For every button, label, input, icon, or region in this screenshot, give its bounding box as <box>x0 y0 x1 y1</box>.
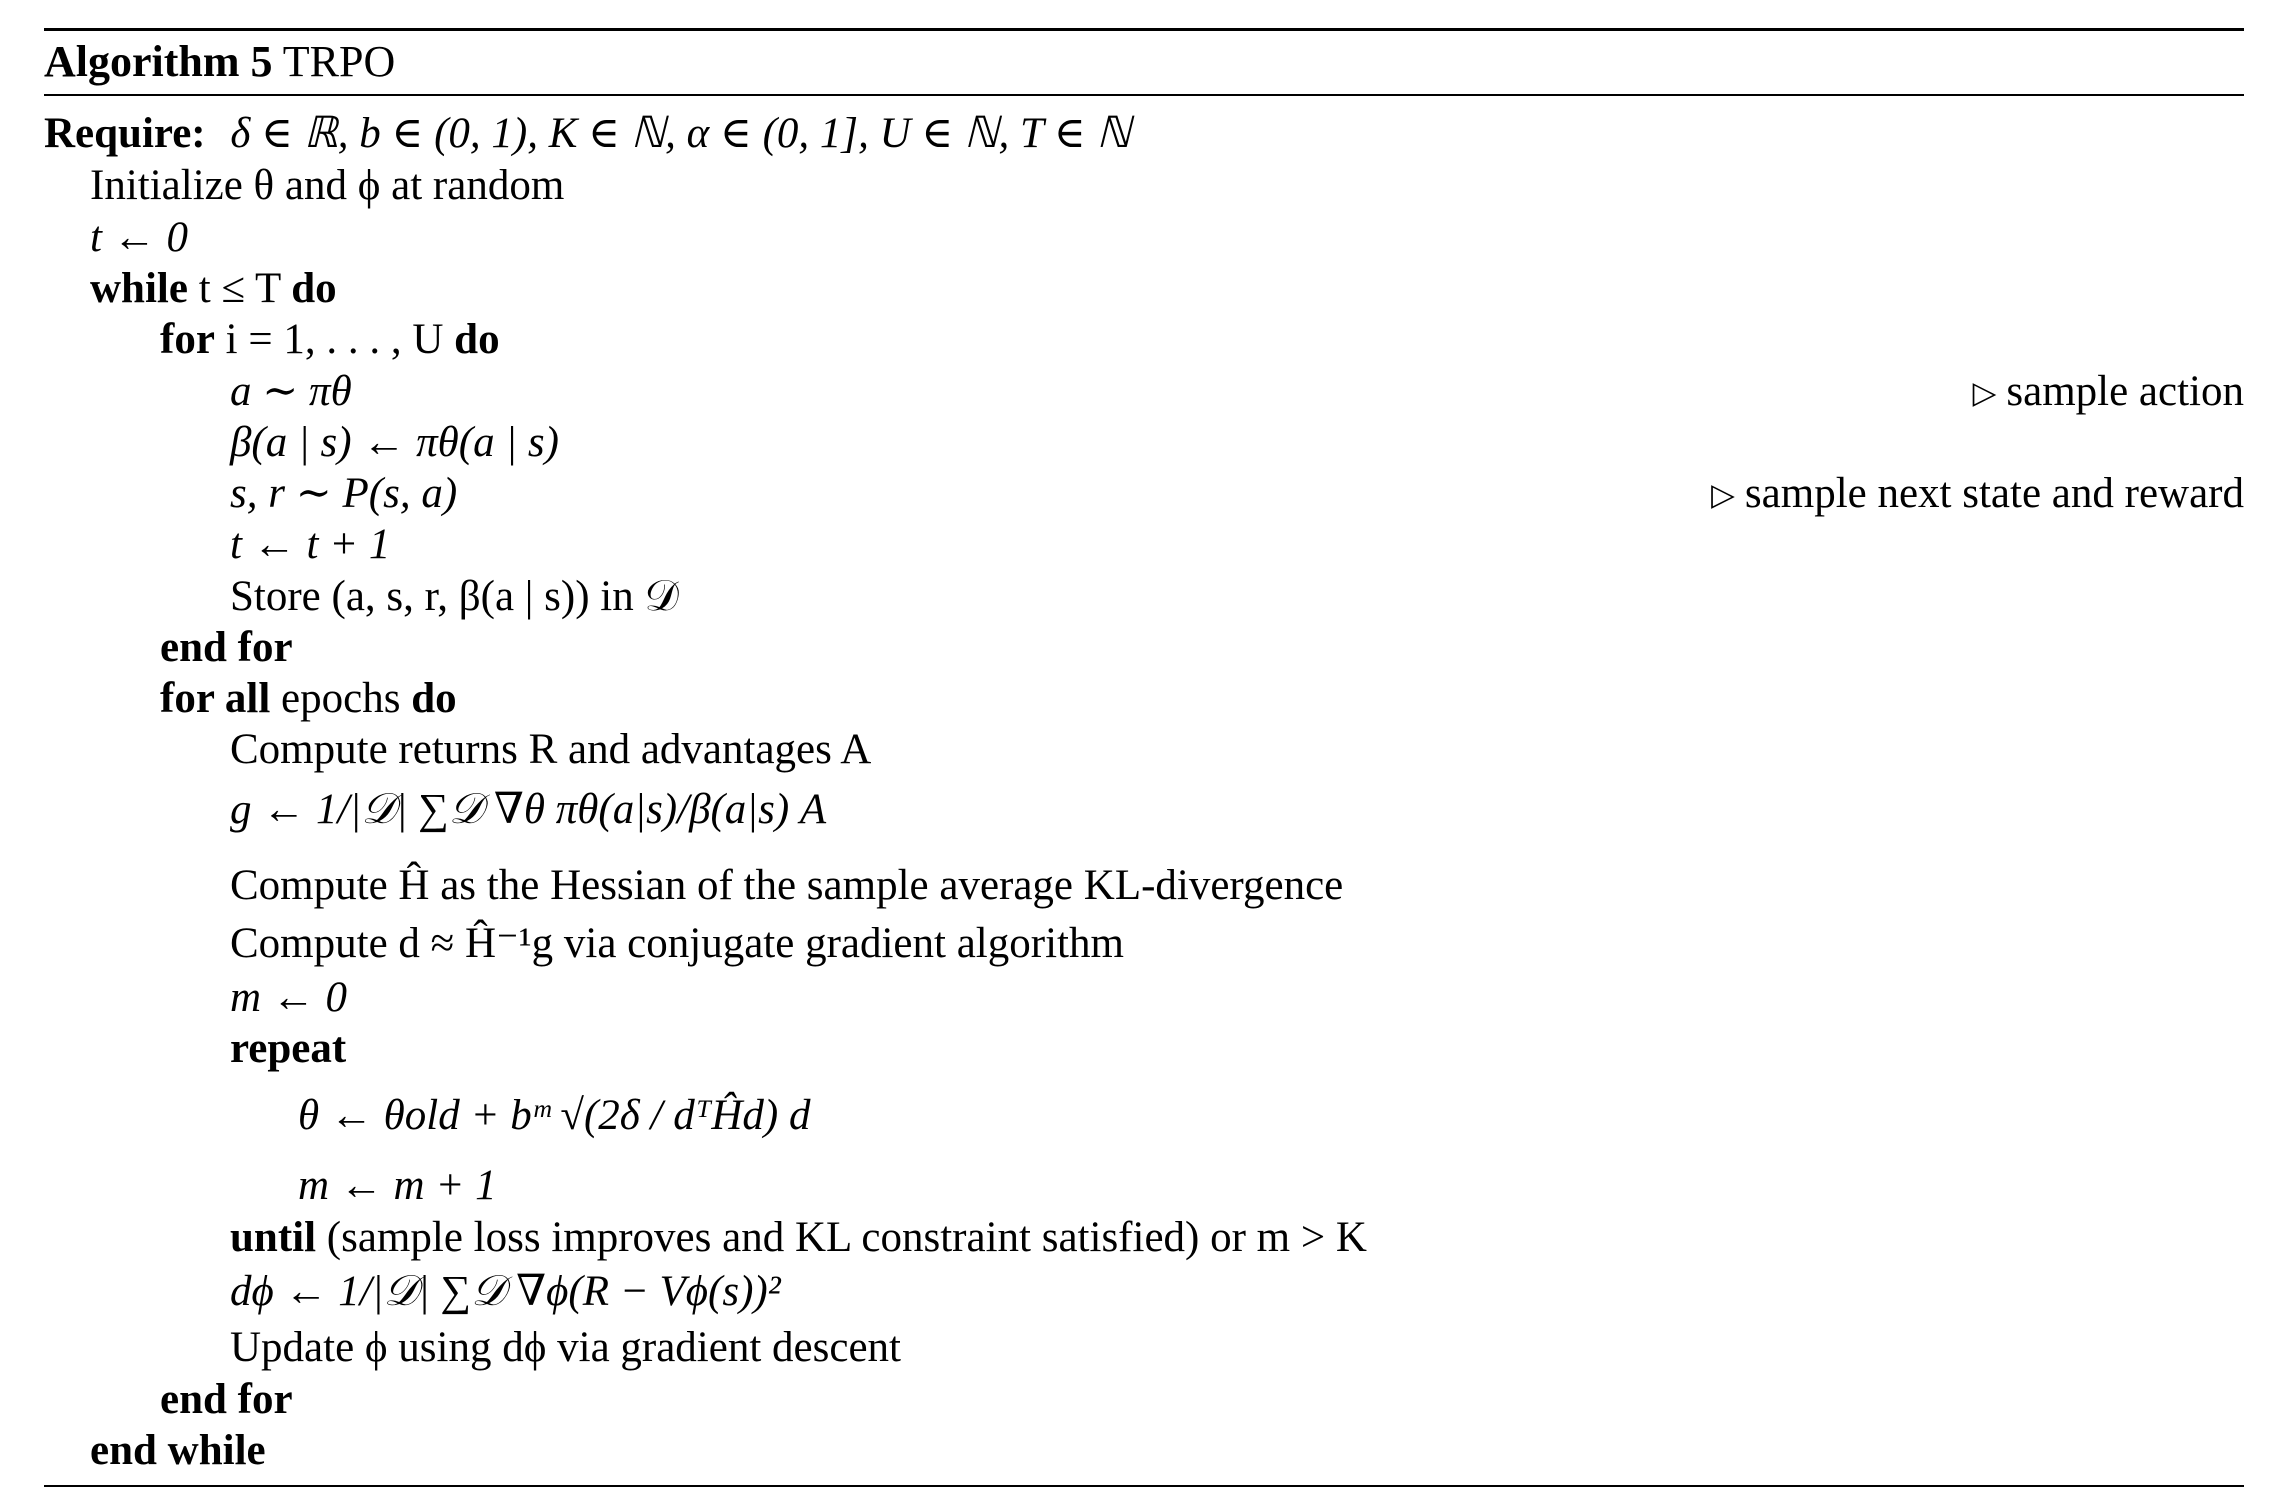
line-m-init: m ← 0 <box>230 974 348 1021</box>
line-update-phi: Update ϕ using dϕ via gradient descent <box>230 1324 901 1371</box>
comment-sample-next-text: sample next state and reward <box>1744 470 2244 517</box>
require-params: δ ∈ ℝ, b ∈ (0, 1), K ∈ ℕ, α ∈ (0, 1], U ∈ ℕ, T ∈ ℕ <box>230 110 1131 157</box>
bottom-rule <box>44 1485 2244 1487</box>
line-dphi: dϕ ← 1/|𝒟| ∑𝒟 ∇ϕ(R − Vϕ(s))² <box>230 1268 781 1315</box>
comment-sample-next <box>1711 468 2244 521</box>
line-end-for-2: end for <box>160 1376 293 1423</box>
algorithm-title <box>44 34 395 90</box>
line-while <box>90 263 337 315</box>
triangle-icon: ▷ <box>1972 374 1997 410</box>
line-end-while: end while <box>90 1427 266 1474</box>
line-compute-d: Compute d ≈ Ĥ⁻¹g via conjugate gradient algorithm <box>230 920 1124 967</box>
line-compute-ra: Compute returns R and advantages A <box>230 726 872 773</box>
while-text: while t ≤ T do <box>90 265 337 312</box>
algorithm-name: TRPO <box>282 37 396 86</box>
top-rule <box>44 28 2244 31</box>
algorithm-label: Algorithm 5 <box>44 37 273 86</box>
line-g-update: g ← 1/|𝒟| ∑𝒟 ∇θ πθ(a|s)/β(a|s) A <box>230 786 827 833</box>
line-repeat: repeat <box>230 1025 347 1072</box>
comment-sample-action-text: sample action <box>2006 368 2244 415</box>
triangle-icon: ▷ <box>1711 476 1735 512</box>
line-m-inc: m ← m + 1 <box>298 1162 497 1209</box>
require-keyword: Require: <box>44 110 206 157</box>
line-store: Store (a, s, r, β(a | s)) in 𝒟 <box>230 573 679 620</box>
comment-sample-action <box>1973 366 2244 419</box>
line-beta: β(a | s) ← πθ(a | s) <box>230 419 559 466</box>
line-theta-update: θ ← θold + bᵐ √(2δ / dᵀĤd) d <box>298 1092 811 1139</box>
line-for-epochs: for all epochs do <box>160 675 457 722</box>
line-until: until (sample loss improves and KL constraint satisfied) or m > K <box>230 1214 1367 1261</box>
line-for-u: for i = 1, . . . , U do <box>160 316 500 363</box>
require-line <box>44 108 1131 160</box>
line-sample-sr: s, r ∼ P(s, a) <box>230 470 458 517</box>
line-t-inc: t ← t + 1 <box>230 521 391 568</box>
line-init: Initialize θ and ϕ at random <box>90 162 565 209</box>
line-compute-h: Compute Ĥ as the Hessian of the sample average KL-divergence <box>230 862 1344 909</box>
line-end-for-1: end for <box>160 624 293 671</box>
line-t-init: t ← 0 <box>90 214 188 261</box>
header-rule <box>44 94 2244 96</box>
line-sample-a: a ∼ πθ <box>230 368 352 415</box>
